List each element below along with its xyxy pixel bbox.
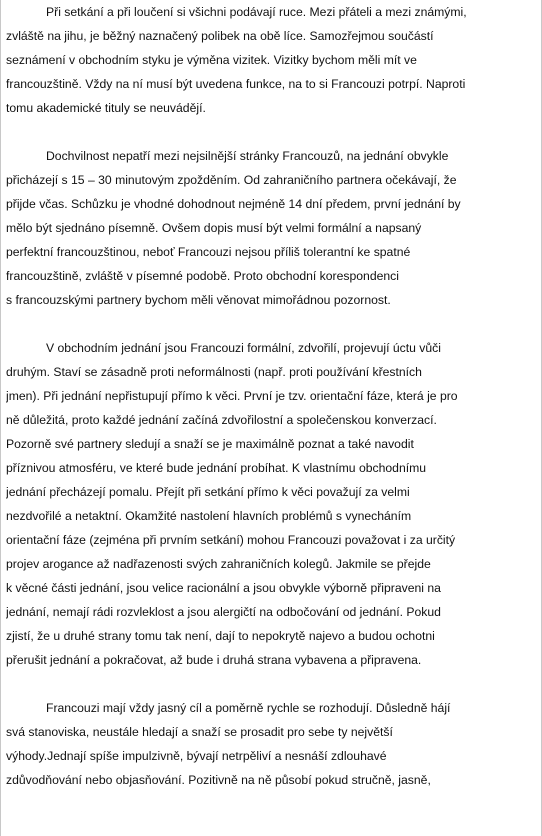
- text-line: seznámení v obchodním styku je výměna vizitek. Vizitky bychom měli mít ve: [6, 53, 417, 67]
- paragraph-3: [6, 336, 540, 672]
- text-line: jednání, nemají rádi rozvleklost a jsou alergičtí na odbočování od jednání. Pokud: [6, 605, 441, 619]
- text-line: mělo být sjednáno písemně. Ovšem dopis musí být velmi formální a napsaný: [6, 221, 422, 235]
- text-line: tomu akademické tituly se neuvádějí.: [6, 101, 206, 115]
- document-body: [6, 0, 540, 792]
- text-line: V obchodním jednání jsou Francouzi formální, zdvořilí, projevují úctu vůči: [46, 341, 441, 355]
- text-line: Při setkání a při loučení si všichni podávají ruce. Mezi přáteli a mezi známými,: [46, 5, 467, 19]
- text-line: zvláště na jihu, je běžný naznačený polibek na obě líce. Samozřejmou součástí: [6, 29, 434, 43]
- text-line: jednání přecházejí pomalu. Přejít při setkání přímo k věci považují za velmi: [6, 485, 410, 499]
- text-line: druhým. Staví se zásadně proti neformálnosti (např. proti používání křestních: [6, 365, 422, 379]
- paragraph-gap: [6, 312, 540, 336]
- paragraph-gap: [6, 120, 540, 144]
- text-line: orientační fáze (zejména při prvním setkání) mohou Francouzi považovat i za určitý: [6, 533, 456, 547]
- text-line: s francouzskými partnery bychom měli věnovat mimořádnou pozornost.: [6, 293, 391, 307]
- text-line: jmen). Při jednání nepřistupují přímo k věci. První je tzv. orientační fáze, která je pro: [6, 389, 458, 403]
- text-line: k věcné části jednání, jsou velice racionální a jsou obvykle výborně připraveni na: [6, 581, 441, 595]
- text-line: nezdvořilé a netaktní. Okamžité nastolení hlavních problémů s vynecháním: [6, 509, 412, 523]
- text-line: výhody.Jednají spíše impulzivně, bývají netrpěliví a nesnáší zdlouhavé: [6, 749, 387, 763]
- text-line: příznivou atmosféru, ve které bude jednání probíhat. K vlastnímu obchodnímu: [6, 461, 427, 475]
- text-line: přicházejí s 15 – 30 minutovým zpožděním. Od zahraničního partnera očekávají, že: [6, 173, 457, 187]
- page-border-left: [0, 0, 1, 836]
- text-line: zdůvodňování nebo objasňování. Pozitivně na ně působí pokud stručně, jasně,: [6, 773, 431, 787]
- text-line: Pozorně své partnery sledují a snaží se je maximálně poznat a také navodit: [6, 437, 414, 451]
- text-line: přerušit jednání a pokračovat, až bude i druhá strana vybavena a připravena.: [6, 653, 422, 667]
- text-line: ně důležitá, proto každé jednání začíná zdvořilostní a společenskou konverzací.: [6, 413, 437, 427]
- text-line: francouzštině, zvláště v písemné podobě. Proto obchodní korespondenci: [6, 269, 399, 283]
- text-line: Francouzi mají vždy jasný cíl a poměrně rychle se rozhodují. Důsledně hájí: [46, 701, 451, 715]
- text-line: francouzštině. Vždy na ní musí být uvedena funkce, na to si Francouzi potrpí. Naproti: [6, 77, 466, 91]
- paragraph-1: [6, 0, 540, 120]
- text-line: zjistí, že u druhé strany tomu tak není, dají to nepokrytě najevo a budou ochotni: [6, 629, 435, 643]
- text-line: přijde včas. Schůzku je vhodné dohodnout nejméně 14 dní předem, první jednání by: [6, 197, 461, 211]
- text-line: svá stanoviska, neustále hledají a snaží se prosadit pro sebe ty největší: [6, 725, 393, 739]
- text-line: perfektní francouzštinou, neboť Francouzi nejsou příliš tolerantní ke spatné: [6, 245, 411, 259]
- paragraph-2: [6, 144, 540, 312]
- paragraph-4: [6, 696, 540, 792]
- paragraph-gap: [6, 672, 540, 696]
- text-line: Dochvilnost nepatří mezi nejsilnější stránky Francouzů, na jednání obvykle: [46, 149, 449, 163]
- text-line: projev arogance až nadřazenosti svých zahraničních kolegů. Jakmile se přejde: [6, 557, 431, 571]
